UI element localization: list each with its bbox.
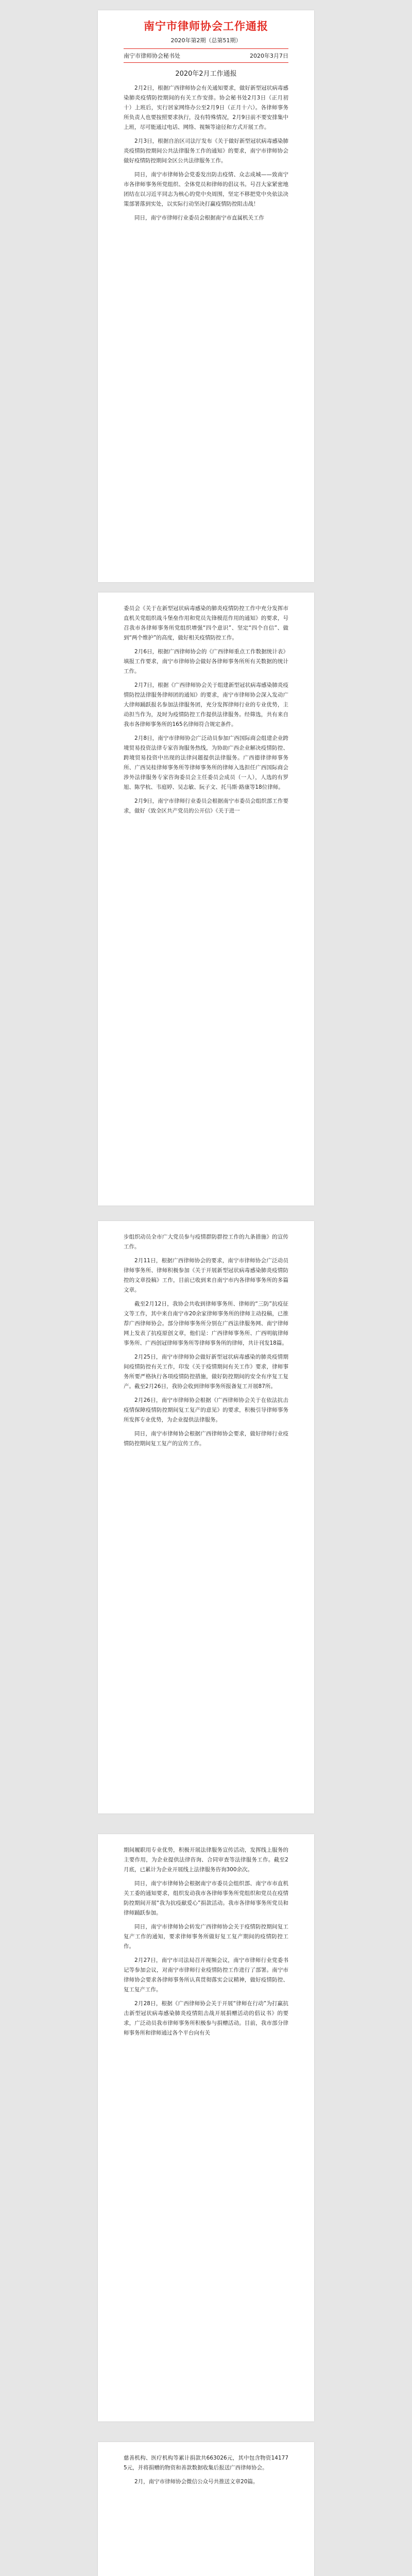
paragraph: 慈善机构、医疗机构等累计捐款共663026元，其中包含物资141775元，并将捐赠的物资和善款数据收集后报送广西律师协会。 xyxy=(124,2455,288,2471)
paragraph: 2月7日，根据《广西律师协会关于组建新型冠状病毒感染肺炎疫情防控法律服务律师团的通知》的要求，南宁市律师协会深入发动广大律师踊跃报名参加法律服务团，充分发挥律师行业的专业优势，主动担当作为，及时为疫情防控工作提供法律服务。经筛选，共有来自我市各律师事务所的165名律师符合规定条件。 xyxy=(124,682,288,727)
paragraph: 同日，南宁市律师协会党委发出防击疫情、众志成城——致南宁市各律师事务所党组织、全体党员和律师的倡议书。号召大家紧密地团结在以习近平同志为核心的党中央周围，坚定不移把党中央依法决策部署落到实处，以实际行动坚决打赢疫情防控阻击战！ xyxy=(124,172,288,207)
paragraph: 同日，南宁市律师协会转发广西律师协会关于疫情防控期间复工复产工作的通知，要求律师事务所做好复工复产期间的疫情防控工作。 xyxy=(124,1924,288,1950)
paragraph: 同日，南宁市律师协会根据广西律师协会要求，做好律师行业疫情防控期间复工复产的宣传工作。 xyxy=(124,1431,288,1447)
paragraph: 2月26日，南宁市律师协会根据《广西律师协会关于在依法抗击疫情保障疫情防控期间复工复产的意见》的要求，积极引导律师事务所发挥专业优势，为企业提供法律服务。 xyxy=(124,1397,288,1423)
paragraph: 2月6日，根据广西律师协会的《广西律师重点工作数据统计表》填报工作要求，南宁市律师协会做好各律师事务所所有关数据的统计工作。 xyxy=(124,649,288,674)
paragraph: 2月11日，根据广西律师协会的要求，南宁市律师协会广泛动员律师事务所、律师积极参加《关于开展新型冠状病毒感染肺炎疫情防控的文章投稿》工作，目前已收到来自南宁市内各律师事务所的多篇文章。 xyxy=(124,1258,288,1293)
paragraph: 同日，南宁市律师行业委员会根据南宁市直属机关工作 xyxy=(134,215,264,221)
paragraph: 委员会《关于在新型冠状病毒感染的肺炎疫情防控工作中充分发挥市直机关党组织战斗堡垒作用和党员先锋模范作用的通知》的要求，号召我市各律师事务所党组织增强“四个意识”、坚定“四个自信”、做到“两个维护”的高度，做好相关疫情防控工作。 xyxy=(124,605,288,641)
paragraph: 2月2日，根据广西律师协会有关通知要求，做好新型冠状病毒感染肺炎疫情防控期间的有关工作安排。协会秘书处2月3日（正月初十）上班后，实行居家网络办公至2月9日（正月十六）。各律师事务所负责人也要按照要求执行，没有特殊情况，2月9日前不要安排集中上班，尽可能通过电话、网络、视频等途径和方式开展工作。 xyxy=(124,85,288,130)
document-page-4 xyxy=(98,1834,314,2421)
document-page-5 xyxy=(98,2442,314,2576)
document-page-1 xyxy=(98,10,314,582)
issue-number: 2020年第2期（总第51期） xyxy=(170,37,242,44)
issuing-org: 南宁市律师协会秘书处 xyxy=(124,53,180,59)
bulletin-title: 南宁市律师协会工作通报 xyxy=(144,20,268,32)
header-meta xyxy=(124,49,288,62)
paragraph: 期间履职用专业优势，积极开展法律服务宣传活动，发挥线上服务的主要作用，为企业提供法律咨询、合同审查等法律服务工作。截至2月底，已累计为企业开展线上法律服务咨询300余次。 xyxy=(124,1847,288,1873)
paragraph: 2月25日，南宁市律师协会做好新型冠状病毒感染的肺炎疫情期间疫情防控有关工作，印发《关于疫情期间有关工作》要求，律师事务所要严格执行各项疫情防控措施，做好防控期间的安全有序复工复产。截至2月26日，我协会收到律师事务所报备复工开展87所。 xyxy=(124,1354,288,1389)
paragraph: 2月27日，南宁市司法局召开视频会议，南宁市律师行业党委书记等参加会议，对南宁市律师行业疫情防控工作进行了部署。南宁市律师协会要求各律师事务所认真贯彻落实会议精神，做好疫情防控、复工复产工作。 xyxy=(124,1957,288,1993)
paragraph: 同日，南宁市律师协会根据南宁市委员会组织部、南宁市市直机关工委的通知要求，组织发动我市各律师事务所党组织和党员在疫情防控期间开展“我为抗疫献爱心”捐款活动。我市各律师事务所党员和律师踊跃参加。 xyxy=(124,1880,288,1916)
header-divider-bottom xyxy=(124,62,288,63)
paragraph: 步组织动员全市广大党员参与疫情群防群控工作的九条措施》的宣传工作。 xyxy=(124,1234,288,1250)
report-title: 2020年2月工作通报 xyxy=(175,70,237,78)
document-page-3 xyxy=(98,1221,314,1814)
paragraph: 2月3日，根据自治区司法厅发布《关于做好新型冠状病毒感染肺炎疫情防控期间公共法律服务工作的通知》的要求，南宁市律师协会做好疫情防控期间全区公共法律服务工作。 xyxy=(124,138,288,164)
paragraph: 2月28日，根据《广西律师协会关于开展“律师在行动”为打赢抗击新型冠状病毒感染肺炎疫情阻击战开展捐赠活动的倡议书》的要求，广泛动员我市律师事务所积极参与捐赠活动。目前，我市部分律师事务所和律师通过各个平台向有关 xyxy=(124,2001,288,2036)
document-page-2 xyxy=(98,592,314,1206)
paragraph: 截至2月12日，我协会共收到律师事务所、律师的“三防”抗疫征文等工作，其中来自南宁市20余家律师事务所的律师主动投稿，已推荐广西律师协会。部分律师事务所分别在广西法律服务网、南宁律师网上发表了抗疫原创文章，他们是：广西律师事务所、广西明航律师事务所、广西创冠律师事务所等律师事务所的律师，共计刊发18篇。 xyxy=(124,1301,288,1346)
paragraph: 2月9日，南宁市律师行业委员会根据南宁市委员会组织部工作要求，做好《致全区共产党员的公开信》《关于进一 xyxy=(124,798,288,814)
paragraph: 2月8日，南宁市律师协会广泛动员参加广西国际商会组建企业跨境贸易投资法律专家咨询服务热线，为协助广西企业解决疫情防控、跨境贸易投资中出现的法律问题提供法律服务。广西德律律师事务所、广西吴桂律师事务所等律师事务所的律师入选担任广西国际商会涉外法律服务专家咨询委员会主任委员会成员（一人），人选的有罗旭、陈学杭、韦庭婷、吴志敏、阮子文、托马斯·路康等18位律师。 xyxy=(124,735,288,790)
issue-date: 2020年3月7日 xyxy=(250,53,288,59)
paragraph: 2月，南宁市律师协会微信公众号共推送文章20篇。 xyxy=(134,2479,259,2485)
